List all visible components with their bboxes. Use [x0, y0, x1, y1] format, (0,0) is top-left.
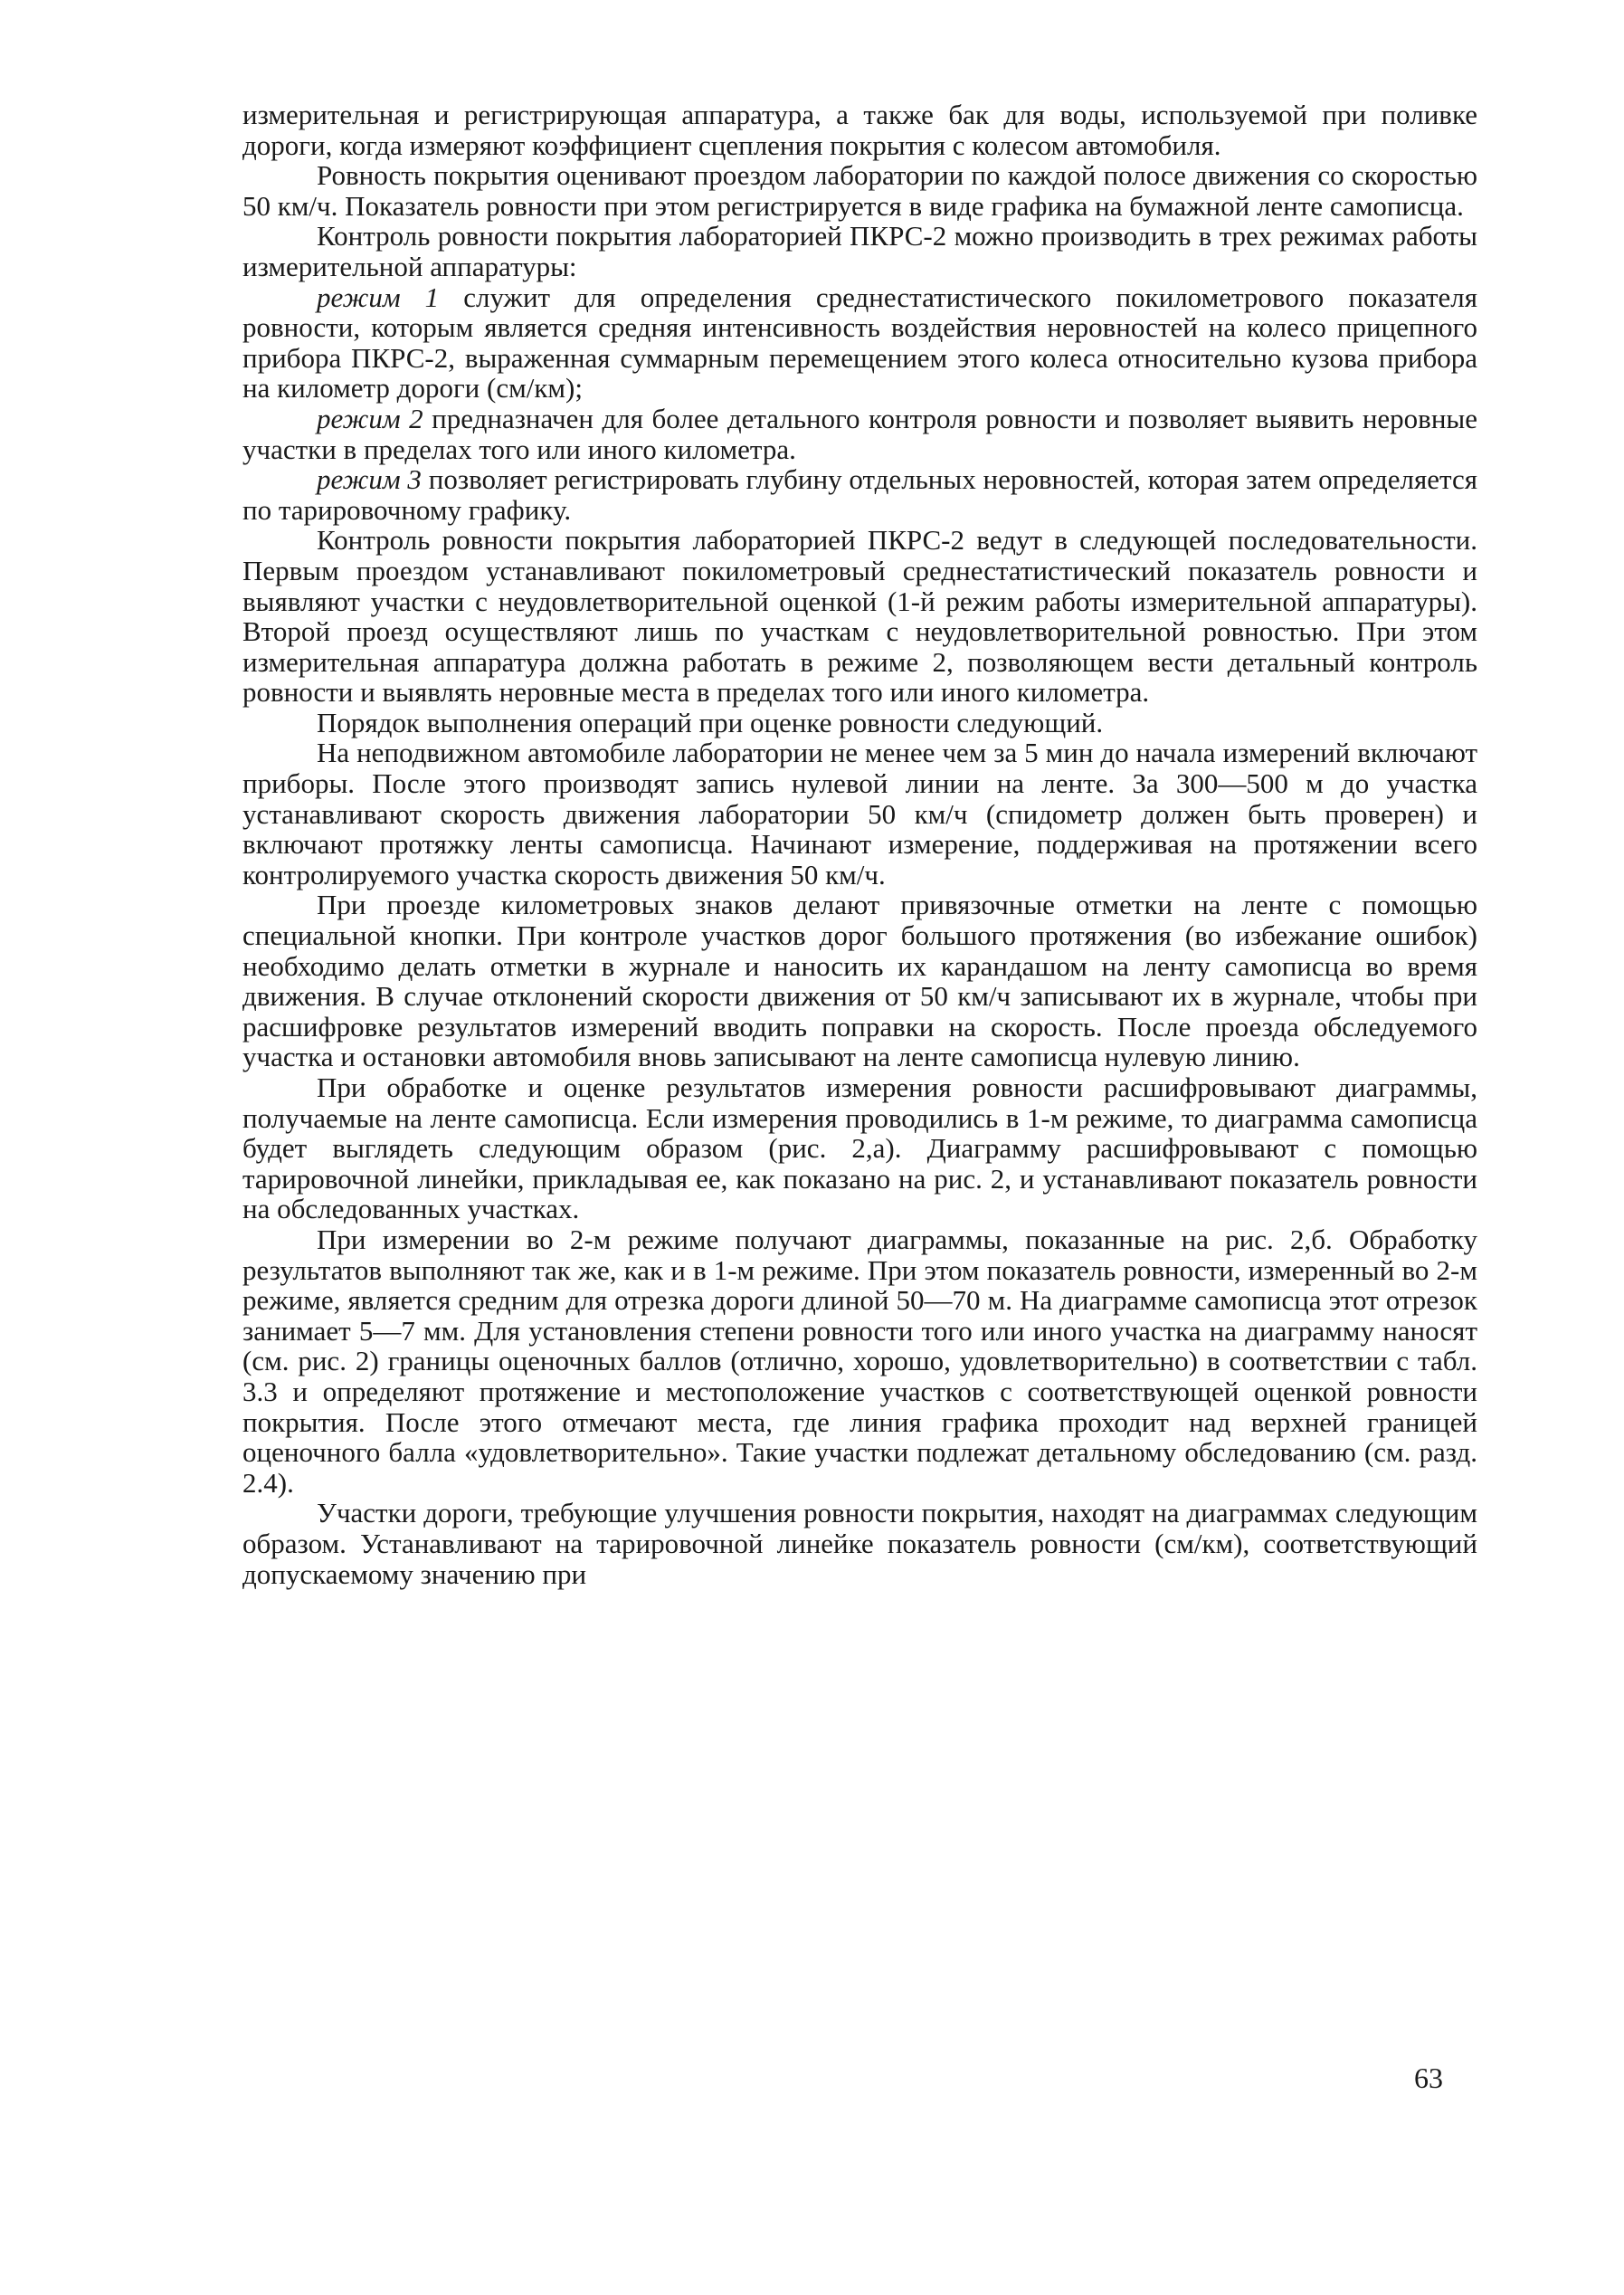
mode-1-label: режим 1 — [317, 281, 440, 313]
mode-3-text: позволяет регистрировать глубину отдельных неровностей, которая затем определяется по тарировочному графику. — [242, 463, 1477, 526]
paragraph-2: Ровность покрытия оценивают проездом лаборатории по каждой полосе движения со скоростью 50 км/ч. Показатель ровности при этом регистрируется в виде графика на бумажной ленте самописца. — [242, 159, 1477, 222]
paragraph-8: Порядок выполнения операций при оценке ровности следующий. — [317, 706, 1104, 738]
paragraph-12: При измерении во 2-м режиме получают диаграммы, показанные на рис. 2,б. Обработку результатов выполняют так же, как и в 1-м режиме. При этом показатель ровности, измеренный во 2-м режиме, является средним для отрезка дороги длиной 50—70 м. На диаграмме самописца этот отрезок занимает 5—7 мм. Для установления степени ровности того или иного участка на диаграмму наносят (см. рис. 2) границы оценочных баллов (отлично, хорошо, удовлетворительно) в соответствии с табл. 3.3 и определяют протяжение и местоположение участков с соответствующей оценкой ровности покрытия. После этого отмечают места, где линия графика проходит над верхней границей оценочного балла «удовлетворительно». Такие участки подлежат детальному обследованию (см. разд. 2.4). — [242, 1223, 1477, 1499]
paragraph-3: Контроль ровности покрытия лабораторией ПКРС-2 можно производить в трех режимах работы измерительной аппаратуры: — [242, 220, 1477, 282]
paragraph-mode-2 — [242, 404, 1477, 464]
paragraph-1: измерительная и регистрирующая аппаратура, а также бак для воды, используемой при поливке дороги, когда измеряют коэффициент сцепления покрытия с колесом автомобиля. — [242, 99, 1477, 161]
paragraph-10: При проезде километровых знаков делают привязочные отметки на ленте с помощью специальной кнопки. При контроле участков дорог большого протяжения (во избежание ошибок) необходимо делать отметки в журнале и наносить их карандашом на ленту самописца во время движения. В случае отклонений скорости движения от 50 км/ч записывают их в журнале, чтобы при расшифровке результатов измерений вводить поправки на скорость. После проезда обследуемого участка и остановки автомобиля вновь записывают на ленте самописца нулевую линию. — [242, 889, 1477, 1073]
paragraph-mode-3 — [242, 464, 1477, 525]
page-number: 63 — [1414, 2062, 1443, 2094]
paragraph-9: На неподвижном автомобиле лаборатории не менее чем за 5 мин до начала измерений включают приборы. После этого производят запись нулевой линии на ленте. За 300—500 м до участка устанавливают скорость движения лаборатории 50 км/ч (спидометр должен быть проверен) и включают протяжку ленты самописца. Начинают измерение, поддерживая на протяжении всего контролируемого участка скорость движения 50 км/ч. — [242, 737, 1477, 890]
mode-2-text: предназначен для более детального контроля ровности и позволяет выявить неровные участки в пределах того или иного километра. — [242, 402, 1478, 465]
paragraph-7: Контроль ровности покрытия лабораторией ПКРС-2 ведут в следующей последовательности. Первым проездом устанавливают покилометровый среднестатистический показатель ровности и выявляют участки с неудовлетворительной оценкой (1-й режим работы измерительной аппаратуры). Второй проезд осуществляют лишь по участкам с неудовлетворительной ровностью. При этом измерительная аппаратура должна работать в режиме 2, позволяющем вести детальный контроль ровности и выявлять неровные места в пределах того или иного километра. — [242, 524, 1477, 709]
paragraph-13: Участки дороги, требующие улучшения ровности покрытия, находят на диаграммах следующим образом. Устанавливают на тарировочной линейке показатель ровности (см/км), соответствующий допускаемому значению при — [242, 1497, 1477, 1590]
paragraph-11: При обработке и оценке результатов измерения ровности расшифровывают диаграммы, получаемые на ленте самописца. Если измерения проводились в 1-м режиме, то диаграмма самописца будет выглядеть следующим образом (рис. 2,а). Диаграмму расшифровывают с помощью тарировочной линейки, прикладывая ее, как показано на рис. 2, и устанавливают показатель ровности на обследованных участках. — [242, 1071, 1477, 1225]
paragraph-mode-1 — [242, 282, 1477, 404]
mode-1-text: служит для определения среднестатистического покилометрового показателя ровности, которым является средняя интенсивность воздействия неровностей на колесо прицепного прибора ПКРС-2, выраженная суммарным перемещением этого колеса относительно кузова прибора на километр дороги (см/км); — [242, 281, 1477, 405]
page-body — [242, 100, 1477, 1589]
mode-2-label: режим 2 — [317, 402, 423, 434]
mode-3-label: режим 3 — [317, 463, 422, 496]
